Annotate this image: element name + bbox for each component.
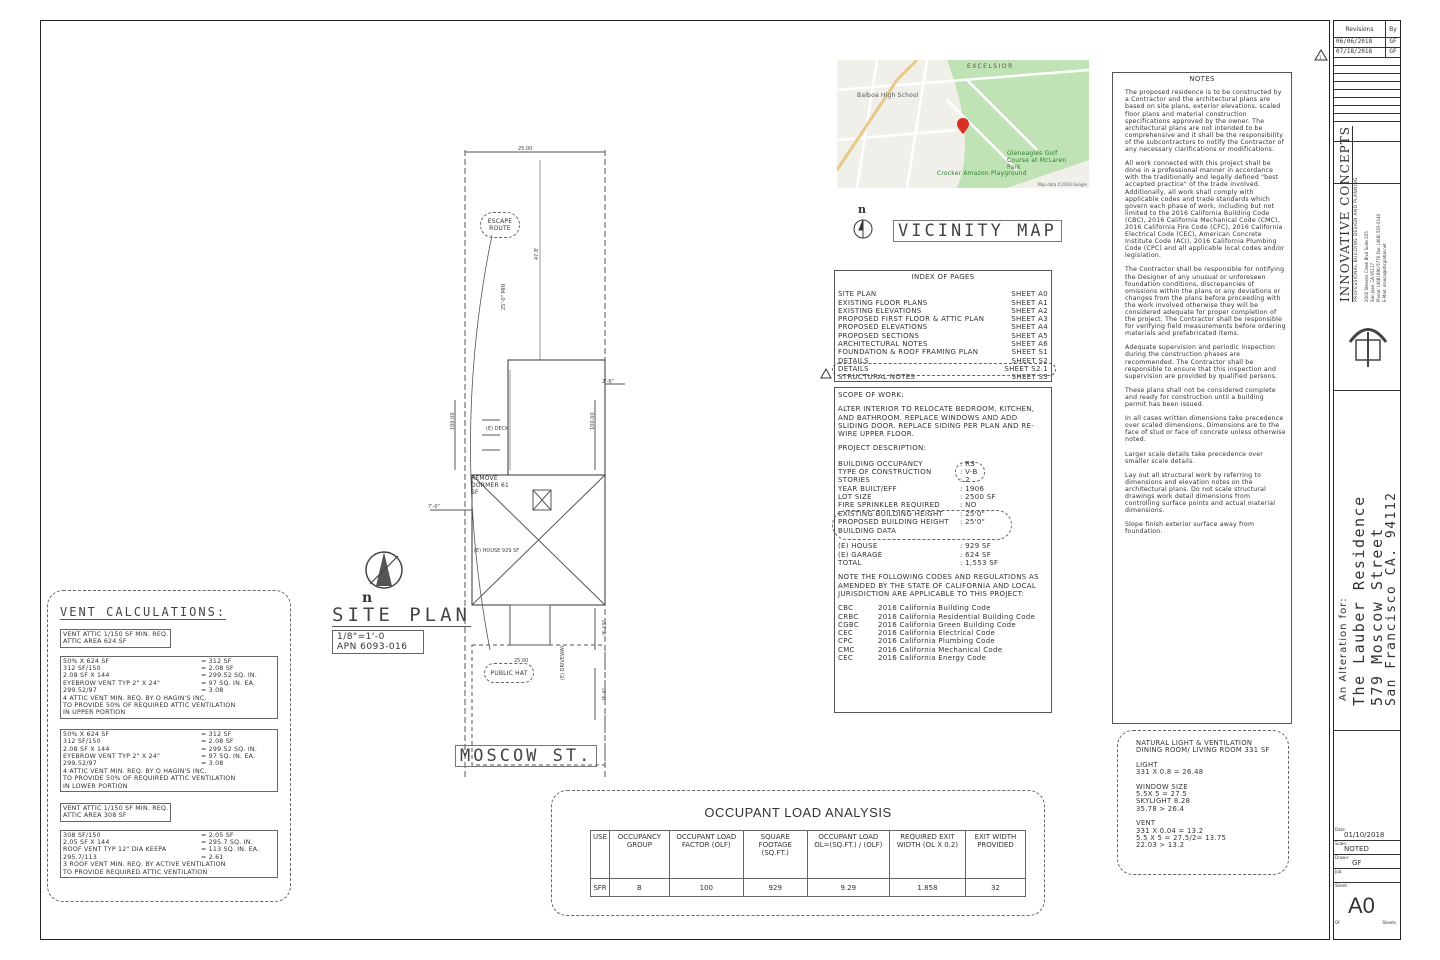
site-plan-scale: 1/8"=1'-0: [337, 632, 385, 642]
vent-row-label: 50% X 624 SF: [63, 730, 110, 738]
occupant-title: OCCUPANT LOAD ANALYSIS: [704, 805, 892, 820]
vent-row-label: 299.52/97: [63, 687, 97, 695]
note-item: All work connected with this project shall be done in a professional manner in accordance with the traditionally and legally defined "best accepted practice" of the trade involved. Additionally, all work shall comply with applicable codes and trade standards which govern each phase of work, including but not limited to the 2016 California Building Code (CBC), 2016 California Mechanical Code (CMC), 2016 California Fire Code (CFC), 2016 California Electrical Code (CEC), American Concrete Institute Code (ACI), 2016 California Plumbing Code (CPC) and all applicable local codes and/or legislation.: [1125, 160, 1285, 260]
scale-label: Scale:: [1335, 841, 1348, 846]
desc-row-label: LOT SIZE: [838, 492, 872, 501]
revision-row: [1334, 48, 1400, 58]
index-row-value: SHEET A6: [1011, 340, 1048, 349]
revision-date: 06/06/2018: [1334, 38, 1386, 47]
site-plan-meta: [332, 630, 424, 654]
title-block: [1333, 20, 1401, 940]
of-label: Of: [1335, 920, 1340, 925]
revision-triangle-icon: [820, 368, 832, 379]
desc-row-value: : V-B: [960, 468, 978, 477]
date-label: Date:: [1335, 827, 1346, 832]
vent-row-label: 312 SF/150: [63, 664, 101, 672]
vent-row-label: 2.08 SF X 144: [63, 745, 110, 753]
light-line: 5.5X 5 = 27.5: [1136, 790, 1188, 799]
occupant-table: [590, 830, 1026, 897]
site-plan-title: SITE PLAN: [332, 604, 471, 626]
index-row-value: SHEET S3: [1011, 373, 1048, 382]
vent-row-label: EYEBROW VENT TYP 2" X 24": [63, 679, 161, 687]
index-row: [838, 348, 1048, 356]
index-row: [838, 340, 1048, 348]
data-row-value: : 1,553 SF: [960, 559, 999, 568]
data-row-value: : 929 SF: [960, 542, 992, 551]
vicinity-map-title: VICINITY MAP: [893, 220, 1062, 242]
desc-row-label: TYPE OF CONSTRUCTION: [838, 468, 932, 477]
occupant-header: EXIT WIDTH PROVIDED: [965, 831, 1025, 879]
sheet-number: A0: [1348, 893, 1375, 918]
street-name: MOSCOW ST.: [455, 745, 597, 767]
dim-width-front: 25.00: [514, 658, 529, 664]
vent-row: [63, 839, 275, 846]
index-row-label: PROPOSED SECTIONS: [838, 331, 920, 340]
site-plan-apn: APN 6093-016: [337, 642, 408, 652]
vent-tail: TO PROVIDE 50% OF REQUIRED ATTIC VENTILATION: [63, 775, 236, 783]
code-row-value: 2016 California Green Building Code: [878, 620, 1016, 629]
occupant-header: OCCUPANT LOAD OL=(SQ.FT.) / (OLF): [807, 831, 889, 879]
index-row: [838, 332, 1048, 340]
drawn-label: Drawn:: [1335, 855, 1350, 860]
map-label-park: Crocker Amazon Playground: [937, 170, 1027, 177]
north-arrow-icon: [362, 548, 406, 592]
company-email: E-Mail: innoco@sbcglobal.net: [1382, 243, 1387, 302]
vent-row: [63, 746, 275, 753]
desc-row-label: EXISTING BUILDING HEIGHT: [838, 509, 944, 518]
scope-heading: SCOPE OF WORK:: [838, 391, 904, 399]
dim-c: 2'-6": [602, 379, 614, 385]
index-row-label: DETAILS: [838, 356, 869, 365]
code-row-label: CGBC: [838, 620, 860, 629]
project-city: San Francisco CA. 94112: [1384, 491, 1399, 706]
vent-tail: IN LOWER PORTION: [63, 782, 128, 790]
vent-body: [60, 656, 278, 719]
index-row-value: SHEET A5: [1011, 331, 1048, 340]
alteration-label: An Alteration for:: [1338, 597, 1349, 701]
vent-section: [60, 628, 278, 719]
light-line: SKYLIGHT 8.28: [1136, 797, 1191, 806]
occupant-header: OCCUPANT LOAD FACTOR (OLF): [669, 831, 743, 879]
occupant-cell: 1.858: [889, 879, 965, 897]
light-line: 331 X 0.8 = 26.48: [1136, 768, 1204, 777]
dim-f: 9'-4": [602, 688, 608, 700]
occupant-cell: 100: [669, 879, 743, 897]
revision-empty-row: [1334, 114, 1400, 122]
desc-row-label: BUILDING OCCUPANCY: [838, 459, 923, 468]
vent-row: [63, 854, 275, 861]
vent-tail: TO PROVIDE REQUIRED ATTIC VENTILATION: [63, 868, 208, 876]
data-row: [838, 551, 1048, 559]
vent-row: [63, 753, 275, 760]
dim-a: 47.8': [534, 247, 540, 260]
code-row-label: CMC: [838, 645, 855, 654]
vent-head-line: ATTIC AREA 308 SF: [63, 812, 127, 819]
occupant-header: SQUARE FOOTAGE (SQ.FT.): [743, 831, 807, 879]
light-line: VENT: [1136, 819, 1156, 828]
scope-of-work: [834, 387, 1052, 713]
vent-row: [63, 760, 275, 767]
vent-title: VENT CALCULATIONS:: [60, 605, 227, 619]
drawn-value: GF: [1352, 859, 1362, 867]
vent-row-value: = 2.08 SF: [201, 738, 234, 746]
vent-section: [60, 729, 278, 792]
map-label-school: Balboa High School: [857, 92, 919, 99]
desc-row: [838, 476, 1048, 484]
occupant-cell: SFR: [591, 879, 610, 897]
code-row-label: CEC: [838, 629, 854, 638]
code-row-value: 2016 California Building Code: [878, 604, 991, 613]
revision-empty-row: [1334, 82, 1400, 90]
vent-row-value: = 3.08: [201, 687, 224, 695]
note-item: The Contractor shall be responsible for notifying the Designer of any unusual or unforeseen foundation conditions, discrepancies of omissions within the plans or any deviations or changes from the plans before proceeding with the work involved otherwise they will be considered adequate for proper completion of the project. The Contractor shall be responsible for verifying field measurements before ordering materials and prefabricated items.: [1125, 266, 1286, 338]
desc-row: [838, 485, 1048, 493]
vent-row-label: ROOF VENT TYP 12" DIA KEEPA: [63, 846, 167, 854]
desc-row: [838, 493, 1048, 501]
revision-date: 07/18/2018: [1334, 48, 1386, 57]
data-row-label: (E) GARAGE: [838, 550, 883, 559]
light-line: DINING ROOM/ LIVING ROOM 331 SF: [1136, 746, 1270, 755]
occupant-header: USE: [591, 831, 610, 879]
desc-row: [838, 460, 1048, 468]
index-row-value: SHEET A3: [1011, 315, 1048, 324]
general-notes: [1112, 72, 1292, 724]
map-label-golf: Gleneagles Golf Course at McLaren Park: [1007, 150, 1067, 171]
dim-width: 25.00: [518, 146, 533, 152]
index-row-label: EXISTING ELEVATIONS: [838, 306, 922, 315]
vent-row-label: 2.05 SF X 144: [63, 838, 110, 846]
index-row-label: STRUCTURAL NOTES: [838, 373, 916, 382]
index-row: [838, 323, 1048, 331]
vent-row-value: = 299.52 SQ. IN.: [201, 745, 258, 753]
revision-by: GF: [1389, 48, 1397, 55]
company-name: INNOVATIVE CONCEPTS: [1338, 126, 1352, 302]
project-street: 579 Moscow Street: [1368, 526, 1386, 706]
revision-empty-row: [1334, 58, 1400, 66]
data-row: [838, 542, 1048, 550]
vent-head-line: ATTIC AREA 624 SF: [63, 638, 127, 645]
company-city: San Jose, CA 95117: [1370, 262, 1375, 302]
desc-row-label: STORIES: [838, 476, 871, 485]
scope-text: ALTER INTERIOR TO RELOCATE BEDROOM, KITCHEN, AND BATHROOM. REPLACE WINDOWS AND ADD SLIDING DOOR. REPLACE SIDING PER PLAN AND RE-WIRE UPPER FLOOR.: [838, 405, 1035, 439]
company-logo-icon: [1342, 312, 1394, 372]
vent-body: [60, 729, 278, 792]
occupant-header: REQUIRED EXIT WIDTH (OL X 0.2): [889, 831, 965, 879]
index-row-label: PROPOSED FIRST FLOOR & ATTIC PLAN: [838, 315, 985, 324]
escape-route-cloud: ESCAPE ROUTE: [480, 212, 520, 238]
code-row: [838, 621, 1048, 629]
data-row-label: TOTAL: [838, 559, 862, 568]
vent-row-label: 312 SF/150: [63, 738, 101, 746]
residence-name: The Lauber Residence: [1350, 495, 1368, 706]
note-item: Larger scale details take precedence over smaller scale details.: [1125, 450, 1263, 465]
occupant-cell: 929: [743, 879, 807, 897]
vent-row: [63, 738, 275, 745]
index-row: [838, 315, 1048, 323]
light-line: NATURAL LIGHT & VENTILATION: [1136, 739, 1253, 747]
code-row-value: 2016 California Energy Code: [878, 654, 987, 663]
note-item: Slope finish exterior surface away from foundation.: [1125, 521, 1255, 536]
vent-row-label: 308 SF/150: [63, 831, 101, 839]
dormer-label: REMOVE DORMER 61 SF: [471, 475, 509, 496]
data-row-value: : 624 SF: [960, 550, 992, 559]
vent-tail: 4 ATTIC VENT MIN. REQ. BY O HAGIN'S INC.: [63, 694, 207, 702]
note-item: These plans shall not be considered complete and ready for construction until a building permit has been issued.: [1125, 386, 1276, 409]
vent-row-label: 299.52/97: [63, 760, 97, 768]
occupant-load-analysis: [551, 790, 1045, 916]
index-row-label: FOUNDATION & ROOF FRAMING PLAN: [838, 348, 979, 357]
code-row-value: 2016 California Residential Building Code: [878, 612, 1036, 621]
revision-cloud-index: [832, 363, 1056, 376]
vent-section: [60, 802, 278, 878]
occupant-cell: 32: [965, 879, 1025, 897]
code-row: [838, 646, 1048, 654]
project-block: [1334, 391, 1400, 731]
code-row: [838, 637, 1048, 645]
dim-depth: 100.00: [450, 412, 456, 430]
vent-row-value: = 97 SQ. IN. EA.: [201, 752, 256, 760]
light-line: LIGHT: [1136, 760, 1158, 769]
deck-label: (E) DECK: [486, 426, 509, 432]
dim-d: 7'-0": [428, 504, 440, 510]
map-credit: Map data ©2018 Google: [1037, 182, 1087, 187]
desc-row-value: : 1906: [960, 484, 985, 493]
vent-row: [63, 658, 275, 665]
job-label: Job:: [1335, 869, 1343, 874]
code-row-label: CBC: [838, 604, 854, 613]
sheet-label: Sheet:: [1335, 883, 1348, 888]
vicinity-north-label: n: [858, 203, 866, 216]
index-row: [838, 290, 1048, 298]
public-hat-cloud: PUBLIC HAT: [484, 663, 534, 683]
light-line: 331 X 0.04 = 13.2: [1136, 826, 1204, 835]
code-row-value: 2016 California Electrical Code: [878, 629, 996, 638]
index-row-label: SITE PLAN: [838, 290, 877, 299]
revision-by: GF: [1389, 38, 1397, 45]
codes-note: NOTE THE FOLLOWING CODES AND REGULATIONS AS AMENDED BY THE STATE OF CALIFORNIA AND LOCAL JURISDICTION ARE APPLICABLE TO THIS PROJECT:: [838, 573, 1039, 598]
site-plan-drawing: [410, 140, 630, 790]
code-row: [838, 613, 1048, 621]
code-row-value: 2016 California Mechanical Code: [878, 645, 1003, 654]
index-row-value: SHEET A4: [1011, 323, 1048, 332]
revision-cloud-height: [832, 510, 1012, 540]
index-row-label: PROPOSED ELEVATIONS: [838, 323, 928, 332]
map-label-excelsior: EXCELSIOR: [967, 63, 1014, 70]
company-address: 2000 Stevens Creek Blvd Suite 205: [1364, 231, 1369, 302]
vent-row-value: = 97 SQ. IN. EA.: [201, 679, 256, 687]
vent-row-value: = 295.7 SQ. IN.: [201, 838, 253, 846]
light-line: WINDOW SIZE: [1136, 782, 1188, 791]
vent-row: [63, 687, 275, 694]
code-row-label: CEC: [838, 654, 854, 663]
index-row-value: SHEET S2.1: [1004, 364, 1048, 373]
code-row: [838, 629, 1048, 637]
desc-row-value: : NO: [960, 501, 977, 510]
scale-value: NOTED: [1344, 845, 1369, 853]
revision-empty-row: [1334, 74, 1400, 82]
code-row-label: CPC: [838, 637, 853, 646]
by-label: By: [1389, 25, 1397, 33]
vent-tail: IN UPPER PORTION: [63, 709, 126, 717]
vent-calculations: [47, 590, 291, 902]
dim-b: 25'-0" MIN: [501, 283, 507, 310]
revision-cloud-occupancy: [955, 459, 985, 485]
desc-row-value: : 2500 SF: [960, 492, 996, 501]
vent-row-label: EYEBROW VENT TYP 2" X 24": [63, 752, 161, 760]
note-item: In all cases written dimensions take precedence over scaled dimensions. Dimensions are to the face of stud or face of concrete unless otherwise noted.: [1125, 415, 1286, 444]
vent-row: [63, 665, 275, 672]
vent-row: [63, 680, 275, 687]
occupant-header: OCCUPANCY GROUP: [610, 831, 670, 879]
vent-row-value: = 2.08 SF: [201, 664, 234, 672]
light-line: 5.5 X 5 = 27.5/2= 13.75: [1136, 834, 1227, 843]
vent-head: [60, 629, 171, 648]
revision-empty-row: [1334, 106, 1400, 114]
date-value: 01/10/2018: [1344, 831, 1385, 839]
index-row-value: SHEET S1: [1011, 348, 1048, 357]
vent-row: [63, 832, 275, 839]
vent-head-line: VENT ATTIC 1/150 SF MIN. REQ.: [63, 804, 169, 812]
desc-row-value: : 25'0": [960, 517, 986, 526]
light-line: 22.03 > 13.2: [1136, 841, 1185, 850]
notes-title: NOTES: [1189, 75, 1215, 83]
vent-row-value: = 299.52 SQ. IN.: [201, 672, 258, 680]
index-row-value: SHEET A0: [1011, 290, 1048, 299]
vent-row: [63, 672, 275, 679]
vent-tail: 4 ATTIC VENT MIN. REQ. BY O HAGIN'S INC.: [63, 767, 207, 775]
desc-row-value: : 25'0": [960, 509, 986, 518]
index-row-label: EXISTING FLOOR PLANS: [838, 298, 928, 307]
vent-row: [63, 846, 275, 853]
code-row: [838, 604, 1048, 612]
vent-tail: TO PROVIDE 50% OF REQUIRED ATTIC VENTILATION: [63, 701, 236, 709]
project-description-heading: PROJECT DESCRIPTION:: [838, 444, 927, 453]
vent-tail: 3 ROOF VENT MIN. REQ. BY ACTIVE VENTILATION: [63, 861, 226, 869]
note-item: Adequate supervision and periodic inspection during the construction phases are recommended. The Contractor shall be responsible to ensure that this inspection and supervision are provided by qualified persons.: [1125, 344, 1278, 380]
vent-head: [60, 803, 171, 822]
desc-row-value: : 2: [960, 476, 970, 485]
revision-row: [1334, 38, 1400, 48]
occupant-cell: 9.29: [807, 879, 889, 897]
index-row-label: ARCHITECTURAL NOTES: [838, 340, 928, 349]
code-row-label: CRBC: [838, 612, 859, 621]
vent-body: [60, 830, 278, 878]
code-row-value: 2016 California Plumbing Code: [878, 637, 996, 646]
vent-row-value: = 312 SF: [201, 657, 232, 665]
note-item: Lay out all structural work by referring to dimensions and elevation notes on the architectural plans. Do not scale structural drawings work detail dimensions from controlling surface points and actual material dimensions.: [1125, 471, 1276, 515]
vent-row-label: 295.7/113: [63, 853, 97, 861]
note-item: The proposed residence is to be constructed by a Contractor and the architectural plans are based on site plans, exterior elevations, scaled floor plans and material construction specifications approved by the owner. The architectural plans are not intended to be comprehensive and it shall be the responsibility of the subcontractors to notify the Contractor of any necessary clarifications or modifications.: [1125, 89, 1284, 154]
sheet-info: [1334, 827, 1400, 937]
index-row: [838, 307, 1048, 315]
compass-icon: [852, 218, 874, 240]
data-row: [838, 559, 1048, 567]
dim-depth-right: 100.00: [590, 412, 596, 430]
desc-row-label: PROPOSED BUILDING HEIGHT: [838, 517, 949, 526]
revision-empty-row: [1334, 66, 1400, 74]
building-data-heading: BUILDING DATA: [838, 527, 897, 536]
desc-row-value: : R3: [960, 459, 976, 468]
vent-row: [63, 731, 275, 738]
revision-marker: 1: [1319, 55, 1322, 60]
vent-row-value: = 312 SF: [201, 730, 232, 738]
index-row: [838, 299, 1048, 307]
revision-empty-row: [1334, 90, 1400, 98]
sheets-label: Sheets: [1382, 920, 1396, 925]
company-sub: PROFESSIONAL BUILDING DESIGN AND PLANNING: [1354, 177, 1359, 302]
vent-row-value: = 3.08: [201, 760, 224, 768]
desc-row-label: FIRE SPRINKLER REQUIRED: [838, 501, 940, 510]
house-label: (E) HOUSE 929 SF: [474, 548, 520, 554]
data-row-label: (E) HOUSE: [838, 542, 878, 551]
vent-row-label: 2.08 SF X 144: [63, 672, 110, 680]
company-block: [1334, 126, 1400, 391]
index-row-value: SHEET A2: [1011, 306, 1048, 315]
desc-row: [838, 468, 1048, 476]
vent-row-label: 50% X 624 SF: [63, 657, 110, 665]
code-row: [838, 654, 1048, 662]
vent-row-value: = 2.05 SF: [201, 831, 234, 839]
dim-e: 9'-10": [602, 619, 608, 635]
company-phone: Phone: (408) 890-5770 Fax: (408) 553-0140: [1376, 213, 1381, 302]
occupant-cell: B: [610, 879, 670, 897]
index-row-value: SHEET S2: [1011, 356, 1048, 365]
light-ventilation-box: [1117, 730, 1289, 875]
revisions-label: Revisions: [1334, 21, 1386, 37]
driveway-label: (E) DRIVEWAY: [560, 645, 566, 680]
index-row-value: SHEET A1: [1011, 298, 1048, 307]
index-title: INDEX OF PAGES: [911, 273, 975, 281]
light-line: [1136, 813, 1270, 820]
desc-row-label: YEAR BUILT/EFF: [838, 484, 897, 493]
revision-empty-row: [1334, 98, 1400, 106]
index-row-label: DETAILS: [838, 364, 869, 373]
vent-row-value: = 2.61: [201, 853, 224, 861]
vicinity-map[interactable]: [837, 60, 1089, 188]
vent-row-value: = 113 SQ. IN. EA.: [201, 846, 260, 854]
desc-row: [838, 501, 1048, 509]
north-label: n: [362, 590, 373, 606]
vent-head-line: VENT ATTIC 1/150 SF MIN. REQ.: [63, 630, 169, 638]
light-line: 35.78 > 26.4: [1136, 804, 1185, 813]
